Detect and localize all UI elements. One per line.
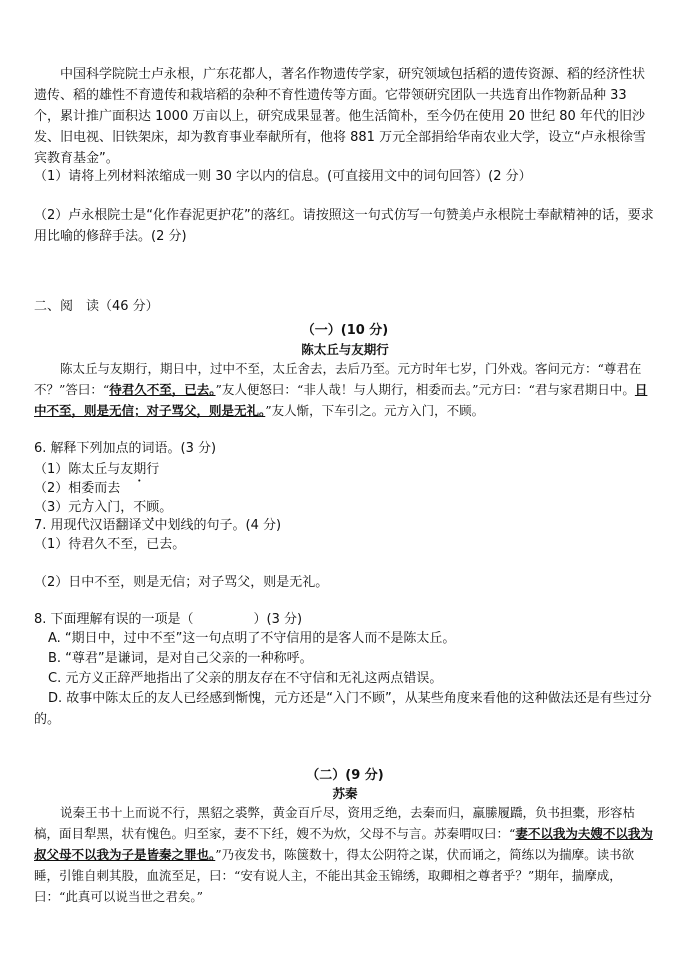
passage-text: ”友人惭，下车引之。元方入门，不顾。	[265, 403, 485, 418]
question-7-1: （1）待君久不至，已去。	[34, 537, 186, 552]
question-8	[34, 609, 656, 630]
q6-1-text: 行	[146, 462, 160, 477]
q6-2-text: 而去	[94, 481, 121, 496]
question-7: 7. 用现代汉语翻译文中划线的句子。(4 分)	[34, 518, 282, 533]
q6-1-text: （1）陈太丘与友	[34, 462, 134, 477]
q8-text: 8. 下面理解有误的一项是（	[34, 612, 194, 627]
question-6: 6. 解释下列加点的词语。(3 分)	[34, 441, 217, 456]
option-d: D. 故事中陈太丘的友人已经感到惭愧，元方还是“入门不顾”，从某些角度来看他的这种做法还是有些过分的。	[34, 691, 652, 727]
dotted-word: 期	[133, 462, 147, 477]
q6-3-text: （3）元方入门，不	[34, 500, 147, 515]
option-a: A. “期日中，过中不至”这一句点明了不守信用的是客人而不是陈太丘。	[48, 631, 456, 646]
part-1-title: 陈太丘与友期行	[301, 342, 389, 357]
option-b: B. “尊君”是谦词，是对自己父亲的一种称呼。	[48, 651, 313, 666]
dotted-word: 顾	[146, 500, 160, 515]
q8-text: ）(3 分)	[253, 612, 303, 627]
q6-3-text: 。	[159, 500, 173, 515]
q6-2-text: （2）相	[34, 481, 82, 496]
underlined-sentence-2: 日中不至，则是无信；对子骂父，则是无礼。	[34, 382, 648, 418]
part-2-passage	[34, 802, 656, 907]
part-2-heading: （二）(9 分)	[306, 768, 384, 783]
dotted-word: 委	[81, 481, 95, 496]
underlined-sentence: 妻不以我为夫嫂不以我为叔父母不以我为子是皆秦之罪也。	[34, 826, 653, 862]
part-2-title: 苏秦	[332, 786, 358, 801]
passage-text: ”友人便怒曰：“非人哉！与人期行，相委而去。”元方曰：“君与家君期日中。	[215, 382, 635, 397]
passage-text: 说秦王书十上而说不行，黑貂之裘弊，黄金百斤尽，资用乏绝，去秦而归，羸縢履蹻，负书担橐，形容枯槁，面目犁黑，状有愧色。归至家，妻不下纴，嫂不为炊，父母不与言。苏秦喟叹曰：“	[34, 805, 636, 841]
part-1-heading: （一）(10 分)	[301, 323, 389, 338]
part-1-passage	[34, 358, 656, 421]
section-2-heading: 二、阅 读（46 分）	[34, 299, 159, 314]
option-c: C. 元方义正辞严地指出了父亲的朋友存在不守信和无礼这两点错误。	[48, 671, 443, 686]
question-7-2: （2）日中不至，则是无信；对子骂父，则是无礼。	[34, 575, 329, 590]
question-1: （1）请将上列材料浓缩成一则 30 字以内的信息。(可直接用文中的词句回答）(2 分）	[34, 169, 532, 184]
intro-paragraph: 中国科学院院士卢永根，广东花都人，著名作物遗传学家，研究领域包括稻的遗传资源、稻的经济性状遗传、稻的雄性不育遗传和栽培稻的杂种不育性遗传等方面。它带领研究团队一共选育出作物新品种 33 个，累计推广面积达 1000 万亩以上，研究成果显著。他生活简朴，至今仍在使用 20 世纪 80 年代的旧沙发、旧电视、旧铁架床，却为教育事业奉献所有，他将 881 万元全部捐给华南农业大学，设立“卢永根徐雪宾教育基金”。	[34, 67, 646, 166]
passage-text: 陈太丘与友期行，期日中，过中不至，太丘舍去，去后乃至。元方时年七岁，门外戏。客问元方：“尊君在不？”答曰：“	[34, 361, 642, 397]
underlined-sentence-1: 待君久不至，已去。	[109, 382, 216, 397]
question-2: （2）卢永根院士是“化作春泥更护花”的落红。请按照这一句式仿写一句赞美卢永根院士奉献精神的话，要求用比喻的修辞手法。(2 分)	[34, 208, 654, 244]
passage-text: ”乃夜发书，陈箧数十，得太公阴符之谋，伏而诵之，简练以为揣摩。读书欲睡，引锥自刺其股，血流至足，曰：“安有说人主，不能出其金玉锦绣，取卿相之尊者乎？”期年，揣摩成，曰：“此真可以说当世之君矣。”	[34, 847, 635, 904]
